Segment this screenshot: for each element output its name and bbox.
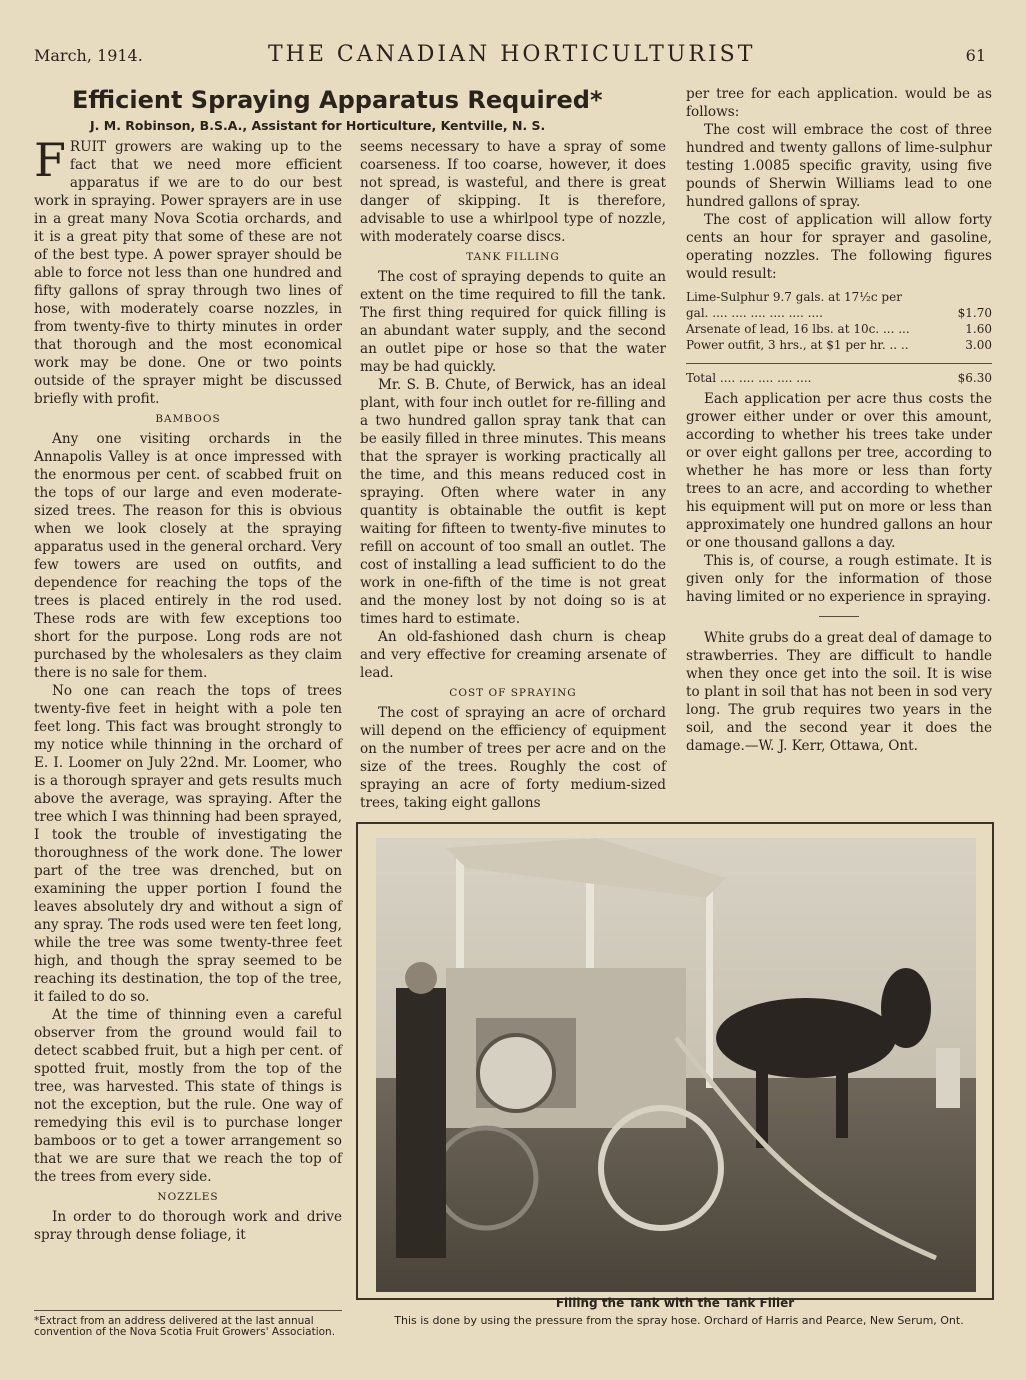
paragraph: The cost of spraying an acre of orchard will depend on the efficiency of equipment on the number of trees per acre and on the size of the trees. Roughly the cost of spraying an acre of forty medium-sized trees, taking eight gallons xyxy=(360,705,666,811)
horse-head xyxy=(881,968,931,1048)
cost-label: Power outfit, 3 hrs., at $1 per hr. .. .. xyxy=(686,338,909,352)
subheading-bamboos: BAMBOOS xyxy=(155,413,221,425)
paragraph: The cost of spraying depends to quite an extent on the time required to fill the tank. The first thing required for quick filling is an abundant water supply, and the second an outlet pipe or hose so that the water may be had quickly. xyxy=(360,269,666,375)
photograph xyxy=(376,838,976,1292)
article-byline: J. M. Robinson, B.S.A., Assistant for Horticulture, Kentville, N. S. xyxy=(90,118,546,133)
paragraph: seems necessary to have a spray of some coarseness. If too coarse, however, it does not spread, is wasteful, and there is great danger of skipping. It is therefore, advisable to use a whirlpool type of nozzle, with moderately coarse discs. xyxy=(360,139,666,245)
drop-cap: F xyxy=(34,133,66,187)
paragraph: At the time of thinning even a careful observer from the ground would fail to detect scabbed fruit, but a high per cent. of spotted fruit, mostly from the top of the tree, was harvested. This state of things is not the exception, but the rule. One way of remedying this evil is to purchase longer bamboos or to get a tower arrangement so that we are sure that we reach the top of the trees from every side. xyxy=(34,1007,342,1185)
footnote: *Extract from an address delivered at the last annual convention of the Nova Scotia Fruit Growers' Association. xyxy=(34,1315,336,1338)
paragraph: Mr. S. B. Chute, of Berwick, has an ideal plant, with four inch outlet for re-filling and a two hundred gallon spray tank that can be easily filled in three minutes. This means that the sprayer is working practically all the time, and this means reduced cost in spraying. Often where water in any quantity is obtainable the outfit is kept waiting for fifteen to twenty-five minutes to refill on account of too small an outlet. The cost of installing a lead sufficient to do the work in one-fifth of the time is not great and the money lost by not doing so is at times hard to estimate. xyxy=(360,377,666,627)
cost-row xyxy=(686,321,992,337)
paragraph: This is, of course, a rough estimate. It is given only for the information of those having limited or no experience in spraying. xyxy=(686,553,992,605)
cost-total-label: Total .... .... .... .... .... xyxy=(686,371,812,385)
paragraph: The cost of application will allow forty cents an hour for sprayer and gasoline, operating nozzles. The following figures would result: xyxy=(686,212,992,282)
horse-leg xyxy=(836,1058,848,1138)
paragraph-text: RUIT growers are waking up to the fact that we need more efficient apparatus if we are to do our best work in spraying. Power sprayers are in use in a great many Nova Scotia orchards, and it is a great pity that some of these are not of the best type. A power sprayer should be able to force not less than one hundred and fifty gallons of spray through two lines of hose, with moderately coarse nozzles, in from twenty-five to thirty minutes in order that thorough and the most economical work may be done. One or two points outside of the sprayer might be discussed briefly with profit. xyxy=(34,139,342,407)
paragraph: White grubs do a great deal of damage to strawberries. They are difficult to handle when they once get into the soil. It is wise to plant in soil that has not been in sod very long. The grub requires two years in the soil, and the second year it does the damage.—W. J. Kerr, Ottawa, Ont. xyxy=(686,630,992,754)
cost-label: gal. .... .... .... .... .... .... xyxy=(686,306,823,320)
figure-caption-title: Filling the Tank with the Tank Filler xyxy=(555,1296,795,1310)
article-title: Efficient Spraying Apparatus Required* xyxy=(72,86,603,114)
paragraph: Each application per acre thus costs the grower either under or over this amount, according to whether his trees take under or over eight gallons per tree, according to whether he has more or less than forty trees to an acre, and according to whether his equipment will put on more or less than approximately one hundred gallons an hour or one thousand gallons a day. xyxy=(686,391,992,551)
cost-label: Lime-Sulphur 9.7 gals. at 17½c per xyxy=(686,290,902,304)
cost-table xyxy=(686,289,992,386)
cost-total-value: $6.30 xyxy=(957,371,992,385)
wagon-post xyxy=(706,878,713,1088)
cost-total-row xyxy=(686,363,992,386)
man-figure xyxy=(396,988,446,1258)
cost-value: 1.60 xyxy=(965,322,992,336)
horse xyxy=(716,998,896,1078)
section-divider xyxy=(819,616,859,617)
flywheel xyxy=(478,1035,554,1111)
column-1 xyxy=(34,133,342,1244)
header-date: March, 1914. xyxy=(34,46,143,65)
cost-value: $1.70 xyxy=(957,306,992,320)
subheading-nozzles: NOZZLES xyxy=(157,1191,219,1203)
paragraph: No one can reach the tops of trees twenty-five feet in height with a pole ten feet long. This fact was brought strongly to my notice while thinning in the orchard of E. I. Loomer on July 22nd. Mr. Loomer, who is a thorough sprayer and gets results much above the average, was spraying. After the tree which I was thinning had been sprayed, I took the trouble of investigating the thoroughness of the work done. The lower part of the tree was drenched, but on examining the upper portion I found the leaves absolutely dry and without a sign of any spray. The rods used were ten feet long, while the tree was some twenty-three feet high, and though the spray seemed to be reaching its destination, the top of the tree, it failed to do so. xyxy=(34,683,342,1005)
paragraph: An old-fashioned dash churn is cheap and very effective for creaming arsenate of lead. xyxy=(360,629,666,681)
subheading-cost-of-spraying: COST OF SPRAYING xyxy=(449,687,577,699)
paragraph: The cost will embrace the cost of three hundred and twenty gallons of lime-sulphur testing 1.0085 specific gravity, using five pounds of Sherwin Williams lead to one hundred gallons of spray. xyxy=(686,122,992,210)
paragraph: per tree for each application. would be as follows: xyxy=(686,86,992,120)
man-head xyxy=(405,962,437,994)
header-page-number: 61 xyxy=(965,46,986,65)
paragraph xyxy=(34,133,342,408)
subheading-tank-filling: TANK FILLING xyxy=(466,251,560,263)
paragraph: Any one visiting orchards in the Annapolis Valley is at once impressed with the enormous per cent. of scabbed fruit on the tops of our large and even moderate-sized trees. The reason for this is obvious when we look closely at the spraying apparatus used in the general orchard. Very few towers are used on outfits, and dependence for reaching the tops of the trees is placed entirely in the rod used. These rods are with few exceptions too short for the purpose. Long rods are not purchased by the wholesalers as they claim there is no sale for them. xyxy=(34,431,342,681)
column-3 xyxy=(686,85,992,755)
child-figure xyxy=(936,1048,960,1108)
cost-value: 3.00 xyxy=(965,338,992,352)
footnote-divider xyxy=(34,1310,342,1311)
header-journal-title: THE CANADIAN HORTICULTURIST xyxy=(268,42,756,67)
figure-caption-text: This is done by using the pressure from the spray hose. Orchard of Harris and Pearce, New Serum, Ont. xyxy=(394,1314,964,1327)
cost-row xyxy=(686,337,992,353)
cost-row xyxy=(686,305,992,321)
cost-row xyxy=(686,289,992,305)
paragraph: In order to do thorough work and drive spray through dense foliage, it xyxy=(34,1209,342,1243)
column-2 xyxy=(360,138,666,812)
cost-label: Arsenate of lead, 16 lbs. at 10c. ... ... xyxy=(686,322,910,336)
